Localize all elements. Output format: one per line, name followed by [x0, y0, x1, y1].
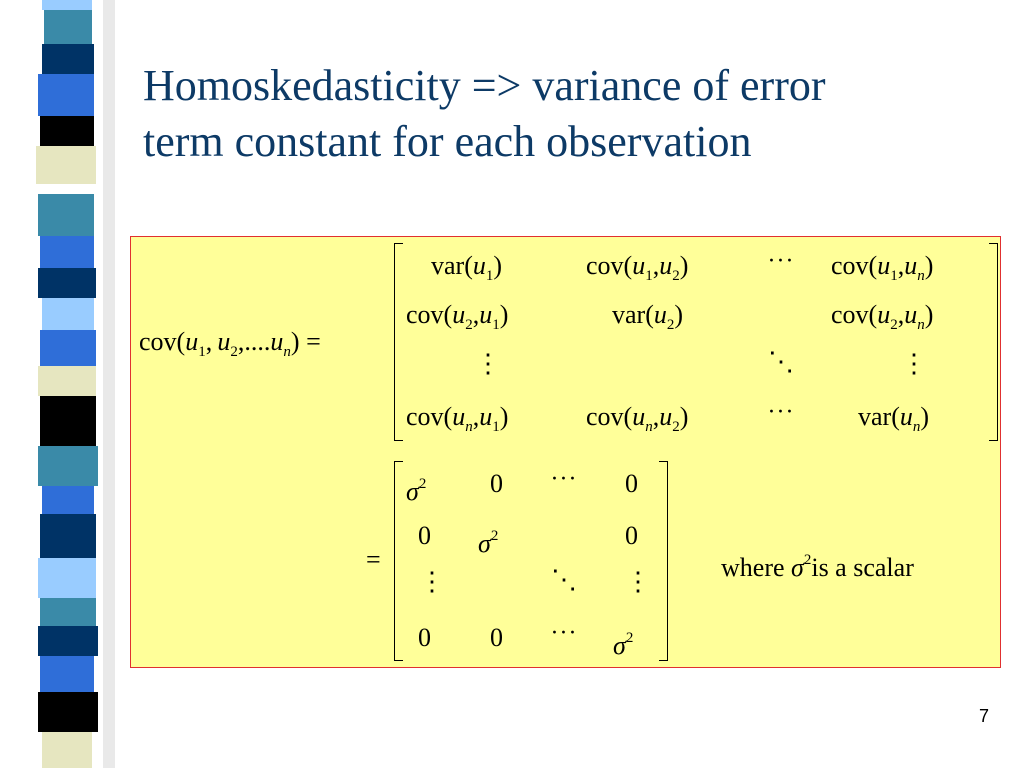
m1-r4-c2: $cov(u_n,u_2)$: [586, 402, 689, 435]
m2-r4-c1: 0: [418, 623, 431, 652]
strip-block: [38, 366, 96, 396]
where-note: where $\sigma^2is$ a scalar: [721, 552, 914, 582]
strip-block: [40, 236, 94, 268]
m2-r4-c4: $\sigma^2$: [613, 630, 634, 660]
matrix1-right-bracket: [989, 243, 998, 441]
strip-block: [40, 330, 96, 366]
m2-r1-hdots: ···: [551, 467, 578, 492]
strip-block: [40, 396, 96, 446]
m1-r3-vdots-1: ⋮: [475, 349, 501, 379]
strip-block: [40, 598, 96, 626]
title-line-2: term constant for each observation: [143, 117, 752, 166]
m1-r3-ddots: ⋱: [768, 347, 794, 377]
m2-r1-c4: 0: [625, 469, 638, 498]
m1-r4-c4: $var(u_n)$: [858, 402, 930, 435]
strip-block: [36, 146, 96, 184]
m2-r1-c2: 0: [490, 469, 503, 498]
strip-block: [42, 0, 92, 10]
strip-block: [40, 656, 94, 692]
strip-block: [44, 10, 92, 44]
m2-r2-c4: 0: [625, 521, 638, 550]
strip-block: [38, 626, 98, 656]
strip-block: [40, 184, 90, 194]
strip-block: [38, 446, 98, 486]
m2-r2-c2: $\sigma^2$: [478, 528, 499, 558]
strip-block: [42, 732, 92, 768]
m1-r1-c4: $cov(u_1,u_n)$: [831, 251, 934, 284]
strip-block: [40, 116, 94, 146]
m1-r1-c2: $cov(u_1,u_2)$: [586, 251, 689, 284]
m1-r1-hdots: ···: [768, 249, 795, 274]
m2-r3-vdots-4: ⋮: [625, 567, 651, 597]
m2-r3-vdots-1: ⋮: [419, 567, 445, 597]
lhs-expression: $cov(u_1$, $u_2,....u_n$) =: [139, 327, 321, 360]
m2-r1-c1: $\sigma^2$: [406, 476, 427, 506]
equals-sign-2: =: [366, 545, 381, 574]
matrix1-left-bracket: [394, 243, 403, 441]
formula-box: [130, 236, 1001, 668]
strip-block: [38, 268, 96, 298]
strip-block: [42, 298, 94, 330]
strip-block: [38, 194, 94, 236]
m2-r4-hdots: ···: [551, 621, 578, 646]
m1-r2-c1: $cov(u_2,u_1)$: [406, 300, 509, 333]
title-line-1: Homoskedasticity => variance of error: [143, 61, 826, 110]
m2-r3-ddots: ⋱: [551, 565, 577, 595]
matrix2-left-bracket: [394, 461, 403, 661]
page-number: 7: [978, 706, 989, 726]
strip-block: [40, 514, 96, 558]
strip-block: [42, 486, 94, 514]
strip-block: [38, 558, 96, 598]
strip-block: [38, 74, 94, 116]
m2-r4-c2: 0: [490, 623, 503, 652]
m1-r1-c1: $var(u_1)$: [431, 251, 503, 284]
strip-rail: [103, 0, 115, 768]
m1-r2-c4: $cov(u_2,u_n)$: [831, 300, 934, 333]
slide-title: [143, 58, 963, 170]
m1-r2-c2: $var(u_2)$: [612, 300, 684, 333]
strip-block: [38, 692, 98, 732]
m2-r2-c1: 0: [418, 521, 431, 550]
matrix2-right-bracket: [659, 461, 668, 661]
m1-r4-c1: $cov(u_n,u_1)$: [406, 402, 509, 435]
m1-r4-hdots: ···: [768, 400, 795, 425]
m1-r3-vdots-4: ⋮: [901, 349, 927, 379]
strip-block: [42, 44, 94, 74]
